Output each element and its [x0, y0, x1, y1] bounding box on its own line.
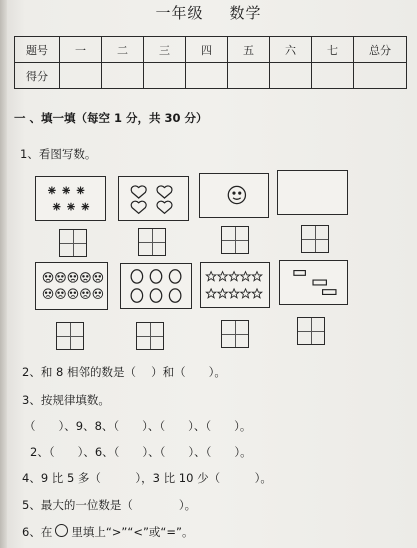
- answer-grid[interactable]: [56, 322, 84, 350]
- answer-grid[interactable]: [136, 322, 164, 350]
- star-outline-icon: [201, 263, 269, 307]
- hearts-icon: [119, 177, 188, 220]
- answer-grid[interactable]: [221, 226, 249, 254]
- col-total: 总分: [354, 37, 407, 63]
- sad-faces-icon: [36, 263, 107, 309]
- page-title: [0, 2, 417, 23]
- question-1: 1、看图写数。: [20, 147, 97, 161]
- bars-icon: [280, 261, 347, 304]
- answer-grid[interactable]: [301, 225, 329, 253]
- col-1: 一: [60, 37, 102, 63]
- score-cell[interactable]: [312, 63, 354, 89]
- picture-circles-6: [120, 263, 192, 309]
- question-3-row-1: （ ）、9、8、（ ）、（ ）、（ ）。: [24, 419, 252, 433]
- score-table-row-number: [15, 37, 407, 63]
- picture-hearts-4: [118, 176, 189, 221]
- score-cell[interactable]: [270, 63, 312, 89]
- answer-grid[interactable]: [138, 228, 166, 256]
- row-header-score: 得分: [15, 63, 60, 89]
- answer-grid[interactable]: [59, 229, 87, 257]
- picture-smiley-1: [199, 173, 269, 218]
- picture-stars-10: [200, 262, 270, 308]
- smiley-icon: [200, 174, 268, 217]
- answer-grid[interactable]: [221, 320, 249, 348]
- grade-label: 一年级: [155, 4, 204, 22]
- score-table: [14, 36, 407, 89]
- picture-empty: [277, 170, 348, 215]
- score-cell[interactable]: [102, 63, 144, 89]
- subject-label: 数学: [229, 4, 262, 22]
- col-7: 七: [312, 37, 354, 63]
- circles-icon: [121, 264, 191, 308]
- score-cell-total[interactable]: [354, 63, 407, 89]
- score-cell[interactable]: [228, 63, 270, 89]
- score-cell[interactable]: [186, 63, 228, 89]
- question-5: 5、最大的一位数是（ ）。: [22, 498, 197, 512]
- question-6-suffix: 里填上“>”“<”或“=”。: [71, 525, 194, 539]
- question-6: [22, 524, 193, 540]
- col-2: 二: [102, 37, 144, 63]
- col-4: 四: [186, 37, 228, 63]
- paper-spine: [0, 0, 7, 548]
- question-4: 4、9 比 5 多（ ），3 比 10 少（ ）。: [22, 471, 272, 485]
- circle-blank-icon: [55, 524, 68, 537]
- score-table-row-score: [15, 63, 407, 89]
- picture-faces-10: [35, 262, 108, 310]
- score-cell[interactable]: [60, 63, 102, 89]
- score-cell[interactable]: [144, 63, 186, 89]
- picture-stars-6: [35, 176, 106, 221]
- col-6: 六: [270, 37, 312, 63]
- question-3-row-2: 2、（ ）、6、（ ）、（ ）、（ ）。: [30, 445, 252, 459]
- question-3: 3、按规律填数。: [22, 393, 110, 407]
- col-3: 三: [144, 37, 186, 63]
- col-5: 五: [228, 37, 270, 63]
- question-6-prefix: 6、在: [22, 525, 53, 539]
- row-header-number: 题号: [15, 37, 60, 63]
- answer-grid[interactable]: [297, 317, 325, 345]
- sparkle-stars-icon: [36, 177, 105, 220]
- question-2: 2、和 8 相邻的数是（ ）和（ ）。: [22, 365, 226, 379]
- section-1-title: 一 、填一填（每空 1 分，共 30 分）: [14, 111, 208, 125]
- picture-bars-3: [279, 260, 348, 305]
